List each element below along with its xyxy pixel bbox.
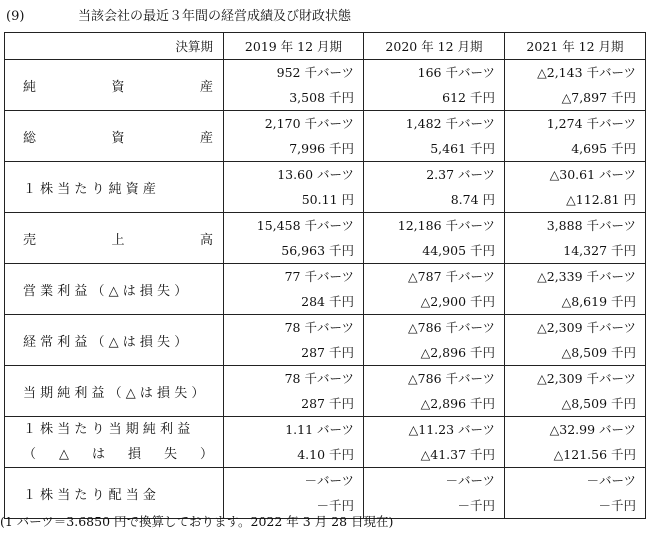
label-char: 産 bbox=[199, 130, 213, 146]
cell-2020 bbox=[364, 60, 505, 111]
value-baht: 12,186 千バーツ bbox=[397, 218, 495, 233]
value-yen: △121.56 千円 bbox=[553, 447, 636, 462]
value-yen: 56,963 千円 bbox=[281, 243, 354, 258]
value-baht: 77 千バーツ bbox=[284, 269, 354, 284]
value-yen: △41.37 千円 bbox=[420, 447, 495, 462]
cell-2019 bbox=[224, 417, 364, 468]
label-text: １ 株 当 た り 配 当 金 bbox=[23, 487, 156, 503]
value-baht: 78 千バーツ bbox=[284, 371, 354, 386]
value-yen: △8,509 千円 bbox=[561, 396, 636, 411]
value-yen: △7,897 千円 bbox=[561, 90, 636, 105]
section-number: (9) bbox=[6, 9, 25, 24]
label-text: 営 業 利 益 （ △ は 損 失 ） bbox=[23, 283, 188, 299]
value-yen: △2,896 千円 bbox=[420, 396, 495, 411]
value-baht: －バーツ bbox=[586, 473, 636, 488]
value-yen: 44,905 千円 bbox=[422, 243, 495, 258]
row-label-net-assets-per-share bbox=[5, 162, 224, 213]
row-label-operating-profit bbox=[5, 264, 224, 315]
table-row bbox=[5, 468, 646, 519]
value-baht: △2,309 千バーツ bbox=[537, 320, 636, 335]
value-baht: 1.11 バーツ bbox=[285, 422, 354, 437]
value-baht: 15,458 千バーツ bbox=[256, 218, 354, 233]
cell-2020 bbox=[364, 213, 505, 264]
financial-table bbox=[4, 32, 646, 519]
value-baht: 3,888 千バーツ bbox=[546, 218, 636, 233]
label-char: 売 bbox=[23, 232, 37, 248]
value-baht: 952 千バーツ bbox=[276, 65, 354, 80]
cell-2020 bbox=[364, 264, 505, 315]
label-char: 純 bbox=[23, 79, 37, 95]
value-yen: －千円 bbox=[316, 498, 354, 513]
label-text: 当 期 純 利 益 （ △ は 損 失 ） bbox=[23, 385, 205, 401]
value-yen: 4.10 千円 bbox=[297, 447, 354, 462]
value-yen: －千円 bbox=[598, 498, 636, 513]
value-yen: 3,508 千円 bbox=[289, 90, 354, 105]
table-row bbox=[5, 111, 646, 162]
value-baht: 2.37 バーツ bbox=[426, 167, 495, 182]
table-row bbox=[5, 264, 646, 315]
label-char: 上 bbox=[111, 232, 125, 248]
label-char: 資 bbox=[111, 130, 125, 146]
label-char: 産 bbox=[199, 79, 213, 95]
label-char: 損 bbox=[127, 447, 141, 462]
cell-2021 bbox=[505, 60, 646, 111]
header-2021: 2021 年 12 月期 bbox=[505, 33, 646, 60]
cell-2021 bbox=[505, 417, 646, 468]
value-baht: △786 千バーツ bbox=[408, 371, 495, 386]
label-char: 資 bbox=[111, 79, 125, 95]
value-yen: △2,900 千円 bbox=[420, 294, 495, 309]
value-yen: 287 千円 bbox=[301, 345, 354, 360]
value-baht: △11.23 バーツ bbox=[408, 422, 495, 437]
row-label-dividend-per-share bbox=[5, 468, 224, 519]
cell-2019 bbox=[224, 60, 364, 111]
label-char: は bbox=[91, 447, 105, 462]
value-yen: △112.81 円 bbox=[566, 192, 636, 207]
value-baht: 166 千バーツ bbox=[417, 65, 495, 80]
cell-2021 bbox=[505, 366, 646, 417]
value-yen: △8,619 千円 bbox=[561, 294, 636, 309]
label-text: １ 株 当 た り 純 資 産 bbox=[23, 181, 156, 197]
table-row bbox=[5, 315, 646, 366]
cell-2021 bbox=[505, 468, 646, 519]
value-baht: －バーツ bbox=[304, 473, 354, 488]
cell-2019 bbox=[224, 315, 364, 366]
label-char: 高 bbox=[199, 232, 213, 248]
cell-2020 bbox=[364, 366, 505, 417]
label-char: 総 bbox=[23, 130, 37, 146]
label-char: （ bbox=[23, 447, 37, 462]
cell-2019 bbox=[224, 111, 364, 162]
value-yen: △2,896 千円 bbox=[420, 345, 495, 360]
value-yen: 8.74 円 bbox=[450, 192, 495, 207]
value-baht: 1,274 千バーツ bbox=[546, 116, 636, 131]
row-label-net-assets bbox=[5, 60, 224, 111]
cell-2021 bbox=[505, 213, 646, 264]
header-2020: 2020 年 12 月期 bbox=[364, 33, 505, 60]
table-row bbox=[5, 60, 646, 111]
cell-2019 bbox=[224, 162, 364, 213]
label-text: １ 株 当 た り 当 期 純 利 益 bbox=[23, 422, 191, 437]
footnote-exchange-rate: (1 バーツ＝3.6850 円で換算しております。2022 年 3 月 28 日現在) bbox=[0, 514, 394, 529]
cell-2019 bbox=[224, 366, 364, 417]
cell-2021 bbox=[505, 315, 646, 366]
value-baht: －バーツ bbox=[445, 473, 495, 488]
table-row bbox=[5, 213, 646, 264]
value-yen: 14,327 千円 bbox=[563, 243, 636, 258]
value-yen: 5,461 千円 bbox=[430, 141, 495, 156]
row-label-eps bbox=[5, 417, 224, 468]
row-label-net-profit bbox=[5, 366, 224, 417]
label-text: 経 常 利 益 （ △ は 損 失 ） bbox=[23, 334, 188, 350]
cell-2021 bbox=[505, 111, 646, 162]
cell-2021 bbox=[505, 162, 646, 213]
value-yen: 50.11 円 bbox=[301, 192, 354, 207]
cell-2020 bbox=[364, 315, 505, 366]
cell-2020 bbox=[364, 417, 505, 468]
table-row bbox=[5, 417, 646, 468]
section-title bbox=[6, 4, 646, 30]
value-baht: △2,339 千バーツ bbox=[537, 269, 636, 284]
table-header-row bbox=[5, 33, 646, 60]
row-label-total-assets bbox=[5, 111, 224, 162]
value-yen: △8,509 千円 bbox=[561, 345, 636, 360]
header-fiscal-period: 決算期 bbox=[5, 33, 224, 60]
value-yen: 7,996 千円 bbox=[289, 141, 354, 156]
row-label-ordinary-profit bbox=[5, 315, 224, 366]
value-baht: △2,143 千バーツ bbox=[537, 65, 636, 80]
label-char: 失 bbox=[163, 447, 177, 462]
cell-2021 bbox=[505, 264, 646, 315]
value-baht: △787 千バーツ bbox=[408, 269, 495, 284]
row-label-sales bbox=[5, 213, 224, 264]
value-baht: 78 千バーツ bbox=[284, 320, 354, 335]
value-baht: △32.99 バーツ bbox=[549, 422, 636, 437]
table-row bbox=[5, 162, 646, 213]
value-yen: 287 千円 bbox=[301, 396, 354, 411]
cell-2020 bbox=[364, 111, 505, 162]
value-yen: －千円 bbox=[457, 498, 495, 513]
cell-2020 bbox=[364, 468, 505, 519]
value-baht: 2,170 千バーツ bbox=[264, 116, 354, 131]
value-yen: 612 千円 bbox=[442, 90, 495, 105]
value-yen: 4,695 千円 bbox=[571, 141, 636, 156]
cell-2020 bbox=[364, 162, 505, 213]
value-baht: △2,309 千バーツ bbox=[537, 371, 636, 386]
value-baht: 13.60 バーツ bbox=[277, 167, 354, 182]
cell-2019 bbox=[224, 264, 364, 315]
value-yen: 284 千円 bbox=[301, 294, 354, 309]
value-baht: 1,482 千バーツ bbox=[405, 116, 495, 131]
label-char: ） bbox=[199, 447, 213, 462]
header-2019: 2019 年 12 月期 bbox=[224, 33, 364, 60]
table-row bbox=[5, 366, 646, 417]
cell-2019 bbox=[224, 468, 364, 519]
cell-2019 bbox=[224, 213, 364, 264]
section-title-text: 当該会社の最近３年間の経営成績及び財政状態 bbox=[78, 9, 352, 24]
value-baht: △30.61 バーツ bbox=[549, 167, 636, 182]
label-char: △ bbox=[59, 447, 69, 462]
value-baht: △786 千バーツ bbox=[408, 320, 495, 335]
